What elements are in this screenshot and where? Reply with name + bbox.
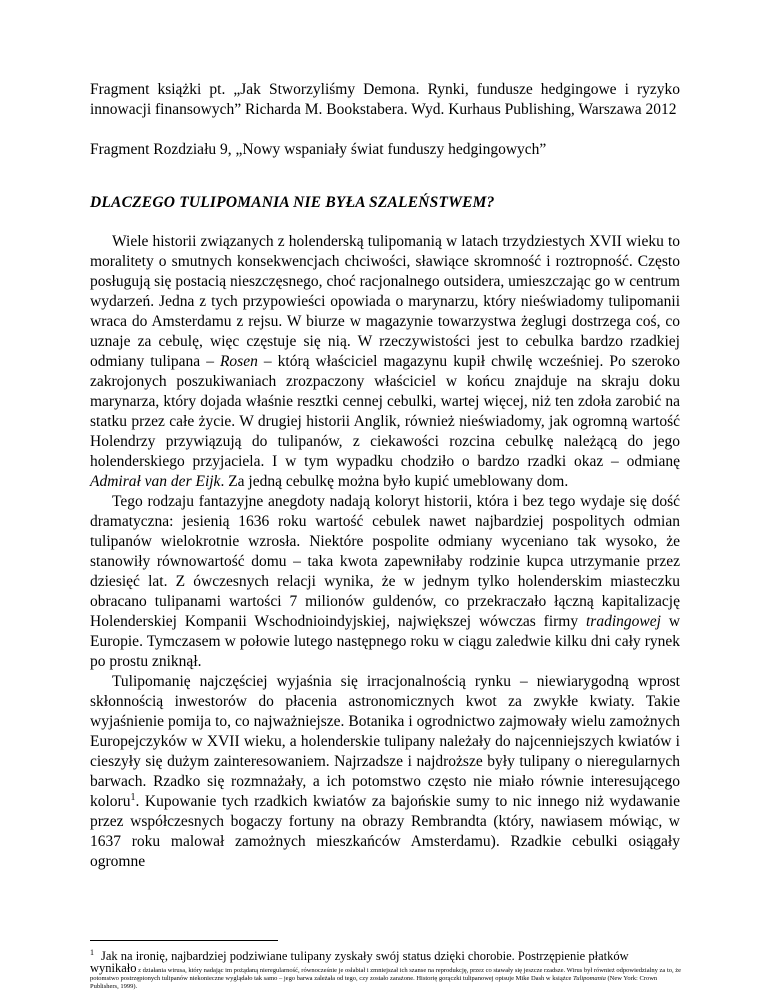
p2-italic-term: tradingowej xyxy=(586,613,661,630)
p3-text-b: . Kupowanie tych rzadkich kwiatów za bajońskie sumy to nic innego niż wydawanie przez współczesnych bogaczy fortuny na obrazy Rembrandta (który, nawiasem mówiąc, w 1637 roku malował zamożnych mieszkańców Amsterdamu). Rzadkie cebulki osiągały ogromne xyxy=(90,793,680,870)
footnote-divider xyxy=(90,940,278,941)
p1-variety-rosen: Rosen xyxy=(219,353,258,370)
p3-text-a: Tulipomanię najczęściej wyjaśnia się irracjonalnością rynku – niewiarygodną wprost skłonnością inwestorów do płacenia astronomicznych kwot za zwykłe kwiaty. Takie wyjaśnienie pomija to, co najważniejsze. Botanika i ogrodnictwo zajmowały wielu zamożnych Europejczyków w XVII wieku, a holenderskie tulipany należały do najcenniejszych kwiatów i cieszyły się dużym zainteresowaniem. Najrzadsze i najdroższe były tulipany o nieregularnych barwach. Rzadko się rozmnażały, a ich potomstwo często nie miało równie interesującego koloru xyxy=(90,673,680,810)
footnote-text-2: z działania wirusa, który nadając im pożądaną nieregularność, równocześnie je osłabiał i zmniejszał ich szanse na reprodukcję, przez co stawały się jeszcze rzadsze. Wirus był również odpowiedzialny za to, że potomstwo postrzępionych tulipanów niekonieczne wyglądało tak samo – jego barwa zależała od tego, czy zostało zarażone. Historię gorączki tulipanowej opisuje Mike Dash w książce xyxy=(90,967,682,983)
paragraph-3 xyxy=(90,672,680,872)
page-content xyxy=(90,80,680,872)
p1-text-b: – którą właściciel magazynu kupił chwilę wcześniej. Po szeroko zakrojonych poszukiwaniach zrozpaczony właściciel w końcu znajduje na skraju doku marynarza, który dojada właśnie resztki cennej cebulki, wartej więcej, niż ten zdoła zarobić na statku przez całe życie. W drugiej historii Anglik, również nieświadomy, jak ogromną wartość Holendrzy przywiązują do tulipanów, z ciekawości rozcina cebulkę należącą do jego holenderskiego przyjaciela. I w tym wypadku chodziło o bardzo rzadki okaz – odmianę xyxy=(90,353,680,470)
p1-text-a: Wiele historii związanych z holenderską tulipomanią w latach trzydziestych XVII wieku to moralitety o smutnych konsekwencjach chciwości, sławiące skromność i roztropność. Często posługują się postacią nieszczęsnego, choć racjonalnego outsidera, umieszczając go w centrum wydarzeń. Jedna z tych przypowieści opowiada o marynarzu, który nieświadomy tulipomanii wraca do Amsterdamu z rejsu. W biurze w magazynie towarzystwa żeglugi dostrzega coś, co uznaje za cebulę, więc częstuje się nią. W rzeczywistości jest to cebulka bardzo rzadkiej odmiany tulipana – xyxy=(90,233,680,370)
footnote-ref: 1 xyxy=(130,791,136,803)
chapter-note: Fragment Rozdziału 9, „Nowy wspaniały świat funduszy hedgingowych” xyxy=(90,141,547,158)
p2-text-b: w Europie. Tymczasem w połowie lutego następnego roku w ciągu zaledwie kilku dni cały rynek po prostu zniknął. xyxy=(90,613,681,670)
paragraph-2 xyxy=(90,492,680,672)
footnote-book-title: Tulipomania xyxy=(573,975,606,983)
p2-text-a: Tego rodzaju fantazyjne anegdoty nadają koloryt historii, która i bez tego wydaje się dość dramatyczna: jesienią 1636 roku wartość cebulek nawet najbardziej pospolitych odmian tulipanów wielokrotnie wzrosła. Niektóre pospolite odmiany wyceniano tak wysoko, że stanowiły równowartość domu – taka kwota zapewniłaby rodzinie kupca utrzymanie przez dziesięć lat. Z ówczesnych relacji wynika, że w jednym tylko holenderskim miasteczku obracano tulipanami wartości 7 milionów guldenów, co przekraczało łączną kapitalizację Holenderskiej Kompanii Wschodnioindyjskiej, największej wówczas firmy xyxy=(90,493,680,630)
footnote-lead-word: wynikało xyxy=(90,961,137,975)
footnote-line-2 xyxy=(90,961,682,992)
footnote xyxy=(90,948,682,992)
article-title: DLACZEGO TULIPOMANIA NIE BYŁA SZALEŃSTWEM? xyxy=(90,194,495,211)
footnote-number: 1 xyxy=(90,947,94,957)
paragraph-1 xyxy=(90,232,680,492)
article-body xyxy=(90,232,680,872)
footnote-line-1 xyxy=(90,948,682,964)
source-note: Fragment książki pt. „Jak Stworzyliśmy Demona. Rynki, fundusze hedgingowe i ryzyko innowacji finansowych” Richarda M. Bookstabera. Wyd. Kurhaus Publishing, Warszawa 2012 xyxy=(90,81,680,118)
footnote-citation: (New York: Crown Publishers, 1999). xyxy=(90,975,658,991)
p1-text-c: . Za jedną cebulkę można było kupić umeblowany dom. xyxy=(220,473,569,490)
footnote-text-1: Jak na ironię, najbardziej podziwiane tulipany zyskały swój status dzięki chorobie. Postrzępienie płatków xyxy=(101,949,629,963)
p1-variety-admiral: Admirał van der Eijk xyxy=(90,473,221,490)
